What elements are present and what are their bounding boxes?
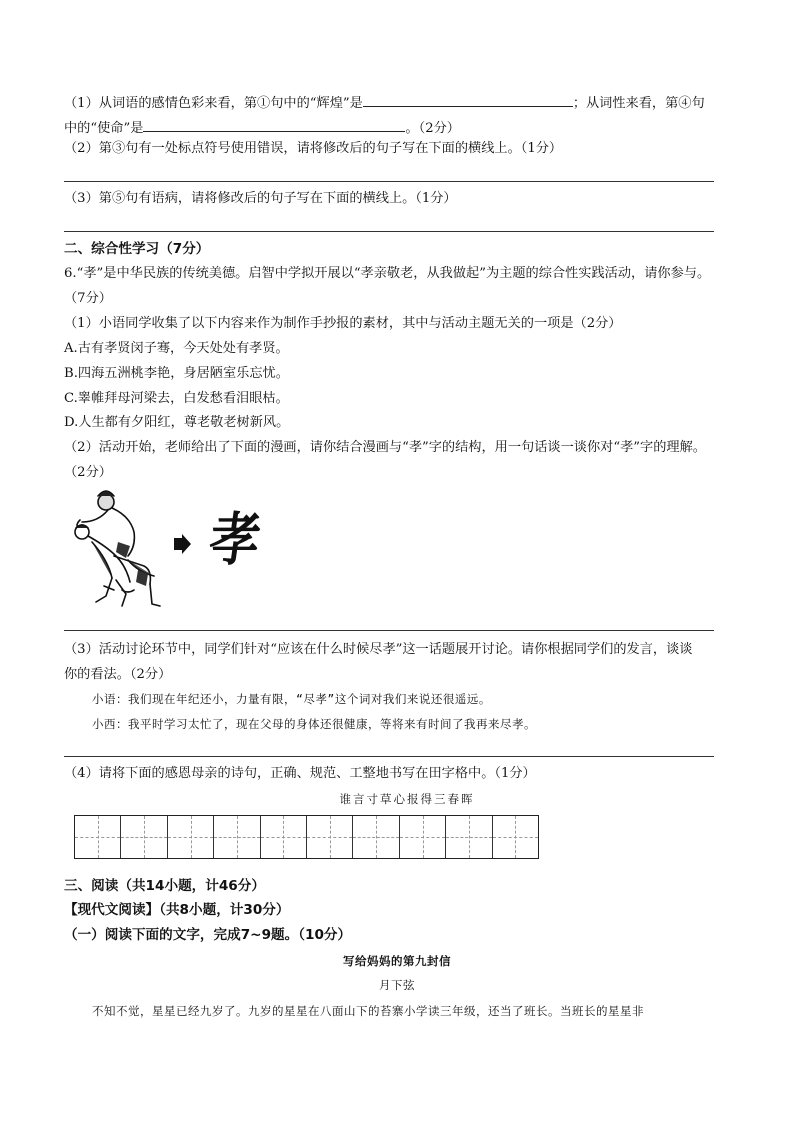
grid-cell[interactable] <box>168 816 214 858</box>
option-a: A.古有孝贤闵子骞，今天处处有孝贤。 <box>64 341 289 356</box>
article-author: 月下弦 <box>379 978 415 992</box>
modern-reading-heading: 【现代文阅读】（共8小题，计30分） <box>64 902 290 918</box>
q6-intro: 6.“孝”是中华民族的传统美德。启智中学拟开展以“孝亲敬老，从我做起”为主题的综合性实践活动，请你参与。 <box>64 266 711 281</box>
option-c: C.睾帷拜母河梁去，白发愁看泪眼枯。 <box>64 391 289 406</box>
article-title: 写给妈妈的第九封信 <box>343 954 451 968</box>
part1-heading: （一）阅读下面的文字，完成7~9题。（10分） <box>64 927 352 943</box>
answer-line-q5-3[interactable] <box>64 231 714 232</box>
grid-cell[interactable] <box>75 816 121 858</box>
cartoon-carrying-elder-image <box>68 486 170 608</box>
arrow-right-icon <box>172 533 192 555</box>
q5-sub1-line1 <box>64 92 705 113</box>
answer-blank-2[interactable] <box>143 117 405 132</box>
q5-sub1-line2 <box>64 117 460 138</box>
q6-sub2-points: （2分） <box>64 465 112 480</box>
q5-sub1-text-a: （1）从词语的感情色彩来看，第①句中的“辉煌”是 <box>64 96 363 111</box>
answer-line-q5-2[interactable] <box>64 181 714 182</box>
article-paragraph: 不知不觉，星星已经九岁了。九岁的星星在八面山下的苔寨小学读三年级，还当了班长。当班长的星星非 <box>92 1004 644 1018</box>
answer-line-q6-3[interactable] <box>64 756 714 757</box>
dialogue-xiaoyu: 小语：我们现在年纪还小，力量有限，“尽孝”这个词对我们来说还很遥远。 <box>92 692 491 706</box>
q5-sub1-text-b: ；从词性来看，第④句 <box>572 96 705 111</box>
section2-heading: 二、综合性学习（7分） <box>64 241 210 257</box>
dialogue-xiaoxi: 小西：我平时学习太忙了，现在父母的身体还很健康，等将来有时间了我再来尽孝。 <box>92 717 536 731</box>
grid-cell[interactable] <box>121 816 167 858</box>
section3-heading: 三、阅读（共14小题，计46分） <box>64 878 265 894</box>
grid-cell[interactable] <box>307 816 353 858</box>
poem-line: 谁言寸草心报得三春晖 <box>339 792 475 806</box>
q5-sub3: （3）第⑤句有语病，请将修改后的句子写在下面的横线上。（1分） <box>64 191 457 206</box>
q5-sub2: （2）第③句有一处标点符号使用错误，请将修改后的句子写在下面的横线上。（1分） <box>64 141 563 156</box>
grid-cell[interactable] <box>353 816 399 858</box>
q6-sub1: （1）小语同学收集了以下内容来作为制作手抄报的素材，其中与活动主题无关的一项是（2分） <box>64 316 622 331</box>
option-b: B.四海五洲桃李艳，身居陋室乐忘忧。 <box>64 366 289 381</box>
q5-sub1-text-c: 中的“使命”是 <box>64 121 144 136</box>
q6-points: （7分） <box>64 291 112 306</box>
q6-sub3-line2: 你的看法。（2分） <box>64 667 172 682</box>
option-d: D.人生都有夕阳红，尊老敬老树新风。 <box>64 415 290 430</box>
q6-sub3-line1: （3）活动讨论环节中，同学们针对“应该在什么时候尽孝”这一话题展开讨论。请你根据同学们的发言，谈谈 <box>64 642 693 657</box>
grid-cell[interactable] <box>446 816 492 858</box>
grid-cell[interactable] <box>214 816 260 858</box>
grid-cell[interactable] <box>493 816 538 858</box>
q5-sub1-text-d: 。（2分） <box>405 121 460 136</box>
tianzige-grid[interactable] <box>74 815 539 859</box>
grid-cell[interactable] <box>261 816 307 858</box>
grid-cell[interactable] <box>400 816 446 858</box>
q6-sub2: （2）活动开始，老师给出了下面的漫画，请你结合漫画与“孝”字的结构，用一句话谈一谈你对“孝”字的理解。 <box>64 440 706 455</box>
q6-sub4: （4）请将下面的感恩母亲的诗句，正确、规范、工整地书写在田字格中。（1分） <box>64 766 536 781</box>
answer-blank-1[interactable] <box>363 92 573 107</box>
seal-script-character: 孝 <box>205 505 265 574</box>
answer-line-q6-2[interactable] <box>64 630 714 631</box>
